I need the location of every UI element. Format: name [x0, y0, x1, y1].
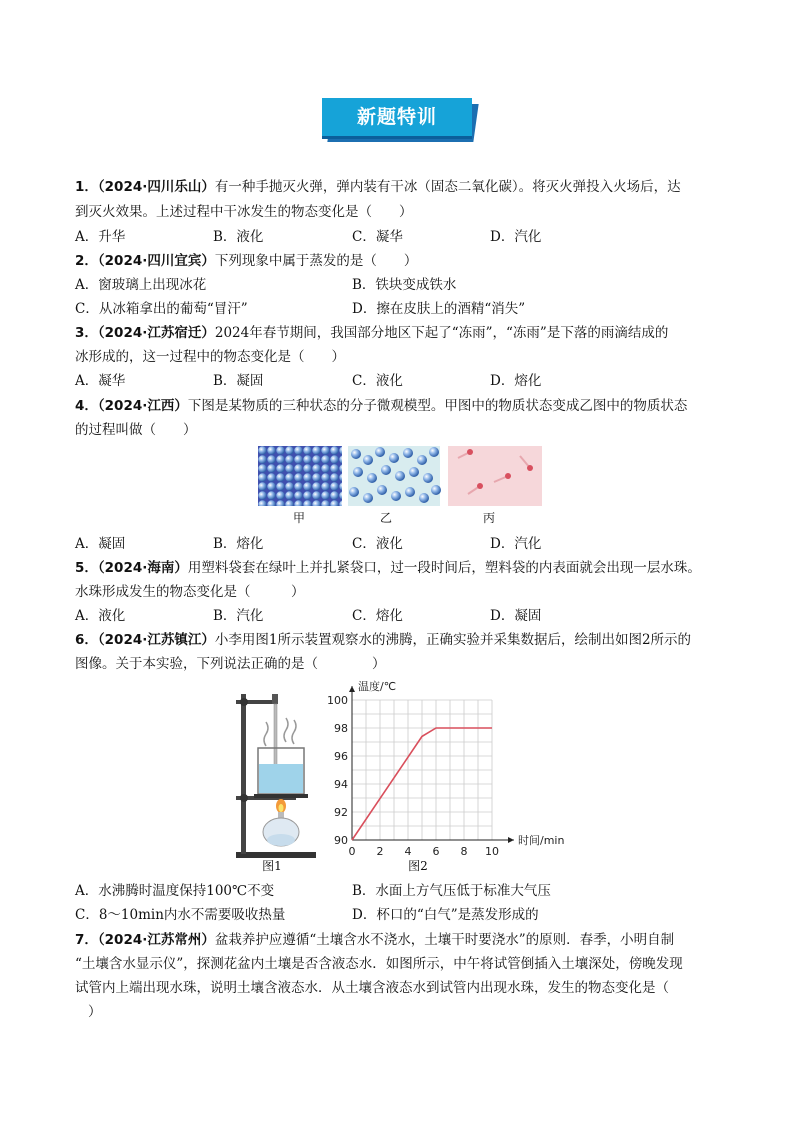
q5-option-d: D．凝固: [490, 608, 542, 624]
x-axis-arrow: [508, 837, 514, 843]
y-tick-label: 90: [334, 834, 348, 847]
q6-option-d: D．杯口的“白气”是蒸发形成的: [352, 907, 539, 923]
q2-option-b: B．铁块变成铁水: [352, 277, 457, 293]
x-tick-label: 0: [348, 845, 356, 858]
figure-label-bing: 丙: [482, 511, 495, 525]
y-axis-arrow: [349, 686, 355, 692]
q5-option-c: C．熔化: [352, 608, 403, 624]
question-5-line-2: 水珠形成发生的物态变化是（ ）: [75, 584, 305, 600]
stand-rod: [241, 694, 246, 854]
liquid-state-image: [348, 446, 441, 506]
question-7-line-1: 7．（2024·江苏常州）盆栽养护应遵循“土壤含水不浇水，土壤干时要浇水”的原则．春季，小明自制: [75, 932, 675, 948]
q5-option-b: B．汽化: [213, 608, 264, 624]
question-5-line-1: 5．（2024·海南）用塑料袋套在绿叶上并扎紧袋口，过一段时间后，塑料袋的内表面就会出现一层水珠。: [75, 560, 701, 576]
question-6-line-1: 6．（2024·江苏镇江）小李用图1所示装置观察水的沸腾，正确实验并采集数据后，绘制出如图2所示的: [75, 632, 692, 648]
x-tick-label: 2: [376, 845, 384, 858]
y-tick-label: 92: [334, 806, 348, 819]
question-6-line-2: 图像。关于本实验，下列说法正确的是（ ）: [75, 656, 386, 672]
q2-option-c: C．从冰箱拿出的葡萄“冒汗”: [75, 301, 248, 317]
q1-option-d: D．汽化: [490, 229, 542, 245]
question-3-line-2: 冰形成的，这一过程中的物态变化是（ ）: [75, 349, 345, 365]
q5-option-a: A．液化: [75, 608, 126, 624]
q4-option-b: B．熔化: [213, 536, 264, 552]
x-tick-label: 6: [432, 845, 440, 858]
q3-option-c: C．液化: [352, 373, 403, 389]
q1-option-c: C．凝华: [352, 229, 403, 245]
figure-1-caption: 图1: [262, 859, 282, 873]
q2-option-a: A．窗玻璃上出现冰花: [75, 277, 207, 293]
solid-state-image: [258, 446, 342, 506]
figure-label-jia: 甲: [292, 511, 305, 525]
question-7-line-2: “土壤含水显示仪”，探测花盆内土壤是否含液态水．如图所示，中午将试管倒插入土壤深处，傍晚发现: [75, 956, 683, 972]
q2-option-d: D．擦在皮肤上的酒精“消失”: [352, 301, 526, 317]
q4-option-d: D．汽化: [490, 536, 542, 552]
q6-option-c: C．8～10min内水不需要吸收热量: [75, 907, 286, 923]
question-4-line-2: 的过程叫做（ ）: [75, 422, 197, 438]
q3-option-a: A．凝华: [75, 373, 126, 389]
x-tick-label: 10: [485, 845, 499, 858]
x-tick-label: 4: [404, 845, 412, 858]
q3-option-d: D．熔化: [490, 373, 542, 389]
boiling-apparatus-figure: [228, 688, 323, 860]
q6-option-b: B．水面上方气压低于标准大气压: [352, 883, 551, 899]
figure-label-yi: 乙: [379, 511, 392, 525]
molecule-models-figure: [258, 446, 542, 506]
y-axis-label: 温度/℃: [358, 680, 397, 693]
gas-state-image: [448, 446, 542, 506]
y-tick-label: 98: [334, 722, 348, 735]
y-tick-label: 94: [334, 778, 348, 791]
question-7-line-4: ）: [88, 1004, 102, 1020]
q3-option-b: B．凝固: [213, 373, 264, 389]
x-axis-label: 时间/min: [518, 834, 565, 847]
figure-2-caption: 图2: [408, 859, 428, 873]
q4-option-a: A．凝固: [75, 536, 126, 552]
y-tick-label: 96: [334, 750, 348, 763]
question-4-line-1: 4．（2024·江西）下图是某物质的三种状态的分子微观模型。甲图中的物质状态变成乙图中的物质状态: [75, 398, 688, 414]
section-banner: [322, 98, 478, 142]
question-7-line-3: 试管内上端出现水珠，说明土壤含液态水．从土壤含液态水到试管内出现水珠，发生的物态变化是（: [75, 980, 669, 996]
question-2-line-1: 2．（2024·四川宜宾）下列现象中属于蒸发的是（ ）: [75, 253, 418, 269]
wire-gauze: [254, 794, 308, 798]
temperature-time-chart: [322, 676, 574, 862]
q1-option-b: B．液化: [213, 229, 264, 245]
q4-option-c: C．液化: [352, 536, 403, 552]
question-3-line-1: 3．（2024·江苏宿迁）2024年春节期间，我国部分地区下起了“冻雨”，“冻雨”是下落的雨滴结成的: [75, 325, 669, 341]
x-tick-label: 8: [460, 845, 468, 858]
question-1-line-2: 到灭火效果。上述过程中干冰发生的物态变化是（ ）: [75, 204, 413, 220]
y-tick-label: 100: [327, 694, 348, 707]
banner-title: 新题特训: [356, 106, 437, 128]
question-1-line-1: 1．（2024·四川乐山）有一种手抛灭火弹，弹内装有干冰（固态二氧化碳）。将灭火弹投入火场后，达: [75, 179, 681, 195]
q6-option-a: A．水沸腾时温度保持100℃不变: [75, 883, 275, 899]
q1-option-a: A．升华: [75, 229, 126, 245]
